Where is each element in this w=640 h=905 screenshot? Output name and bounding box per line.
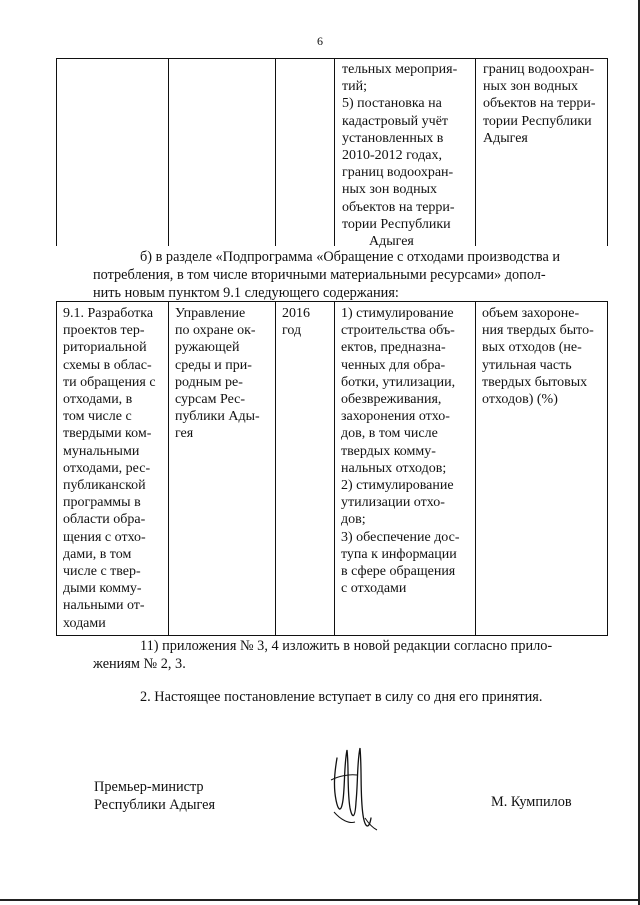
cell-line: области обра- <box>63 512 146 528</box>
cell-line: захоронения отхо- <box>341 409 450 425</box>
table-divider <box>56 58 57 246</box>
executor-cell <box>169 305 275 443</box>
cell-line: границ водоохран- <box>342 165 454 181</box>
table-divider <box>607 301 608 636</box>
cell-line: числе с твер- <box>63 564 141 580</box>
cell-line: 3) обеспечение дос- <box>341 529 460 545</box>
cell-line: твердых комму- <box>341 443 436 459</box>
cell-line: отходами, рес- <box>63 460 151 476</box>
cell-line: отходов) (%) <box>482 392 558 408</box>
page-number: 6 <box>317 34 323 48</box>
cell-line: 9.1. Разработка <box>63 306 154 321</box>
item-name-cell <box>57 305 168 632</box>
cell-line: тории Республики <box>483 113 592 129</box>
cell-line: мунальными <box>63 443 140 459</box>
cell-line: гея <box>175 426 194 442</box>
cell-line: проектов тер- <box>63 323 145 339</box>
cell-line: с отходами <box>341 581 407 597</box>
cell-line: дов, в том числе <box>341 426 438 442</box>
cell-line: твердыми ком- <box>63 426 152 442</box>
table-top-border <box>56 301 608 302</box>
signatory-title-line: Республики Адыгея <box>94 797 216 813</box>
table-divider <box>275 58 276 246</box>
table-divider <box>334 58 335 246</box>
scan-border <box>0 899 640 901</box>
cell-line: обезвреживания, <box>341 392 442 408</box>
cell-line: нальными от- <box>63 598 145 614</box>
cell-line: сурсам Рес- <box>175 392 246 408</box>
cell-line: дами, в том <box>63 546 132 562</box>
table1-measures-cell <box>336 61 475 250</box>
cell-line: ния твердых быто- <box>482 323 594 339</box>
cell-line: публиканской <box>63 478 146 494</box>
table-divider <box>275 301 276 636</box>
table-divider <box>475 58 476 246</box>
cell-line: кадастровый учёт <box>342 113 449 129</box>
cell-line: по охране ок- <box>175 323 256 339</box>
cell-line: родным ре- <box>175 374 243 390</box>
cell-line: тории Республики <box>342 216 451 232</box>
measures-cell <box>335 305 475 597</box>
cell-line: схемы в облас- <box>63 357 152 373</box>
cell-line: среды и при- <box>175 357 252 373</box>
cell-line: твердых бытовых <box>482 374 588 390</box>
cell-line: Адыгея <box>369 234 414 250</box>
cell-line: ектов, предназна- <box>341 340 446 356</box>
cell-line: границ водоохран- <box>483 62 595 77</box>
cell-line: 1) стимулирование <box>341 306 454 321</box>
signatory-name: М. Кумпилов <box>491 794 572 810</box>
item11-line: жениям № 2, 3. <box>93 656 186 672</box>
cell-line: объектов на терри- <box>483 96 596 112</box>
cell-line: ботки, утилизации, <box>341 374 456 390</box>
table-divider <box>607 58 608 246</box>
table1-indicator-cell <box>477 61 607 147</box>
cell-line: утильная часть <box>482 357 572 373</box>
cell-line: ченных для обра- <box>341 357 446 373</box>
cell-line: вых отходов (не- <box>482 340 582 356</box>
cell-line: нальных отходов; <box>341 460 447 476</box>
cell-line: риториальной <box>63 340 147 356</box>
cell-line: год <box>282 323 302 339</box>
intro-line: нить новым пунктом 9.1 следующего содержания: <box>93 285 399 301</box>
cell-line: тий; <box>342 79 367 95</box>
cell-line: 2016 <box>282 306 310 321</box>
cell-line: утилизации отхо- <box>341 495 445 511</box>
signatory-title <box>94 778 215 814</box>
handwritten-signature <box>325 740 385 835</box>
cell-line: 2) стимулирование <box>341 478 454 494</box>
intro-line: потребления, в том числе вторичными материальными ресурсами» допол- <box>93 267 546 283</box>
cell-line: в сфере обращения <box>341 564 456 580</box>
indicator-cell <box>476 305 607 408</box>
cell-line: ных зон водных <box>483 79 578 95</box>
effective-date-paragraph: 2. Настоящее постановление вступает в силу со дня его принятия. <box>140 689 543 705</box>
cell-line: ружающей <box>175 340 240 356</box>
cell-line: Управление <box>175 306 246 321</box>
cell-line: установленных в <box>342 130 444 146</box>
cell-line: объем захороне- <box>482 306 580 321</box>
cell-line: отходами, в <box>63 392 133 408</box>
item11-line: 11) приложения № 3, 4 изложить в новой редакции согласно прило- <box>140 638 553 654</box>
cell-line: щения с отхо- <box>63 529 146 545</box>
cell-line: ходами <box>63 615 106 631</box>
cell-line: дов; <box>341 512 366 528</box>
signatory-title-line: Премьер-министр <box>94 779 204 795</box>
year-cell <box>276 305 334 339</box>
table-divider <box>168 58 169 246</box>
table-top-border <box>56 58 608 59</box>
cell-line: программы в <box>63 495 141 511</box>
table-bottom-border <box>56 635 608 636</box>
cell-line: 2010-2012 годах, <box>342 148 442 164</box>
cell-line: дыми комму- <box>63 581 142 597</box>
intro-line: б) в разделе «Подпрограмма «Обращение с отходами производства и <box>140 249 561 265</box>
cell-line: объектов на терри- <box>342 199 455 215</box>
cell-line: Адыгея <box>483 130 528 146</box>
cell-line: ных зон водных <box>342 182 437 198</box>
cell-line: тельных мероприя- <box>342 62 458 77</box>
cell-line: том числе с <box>63 409 132 425</box>
cell-line: тупа к информации <box>341 546 457 562</box>
cell-line: ти обращения с <box>63 374 156 390</box>
cell-line: публики Ады- <box>175 409 260 425</box>
cell-line: строительства объ- <box>341 323 455 339</box>
cell-line: 5) постановка на <box>342 96 442 112</box>
